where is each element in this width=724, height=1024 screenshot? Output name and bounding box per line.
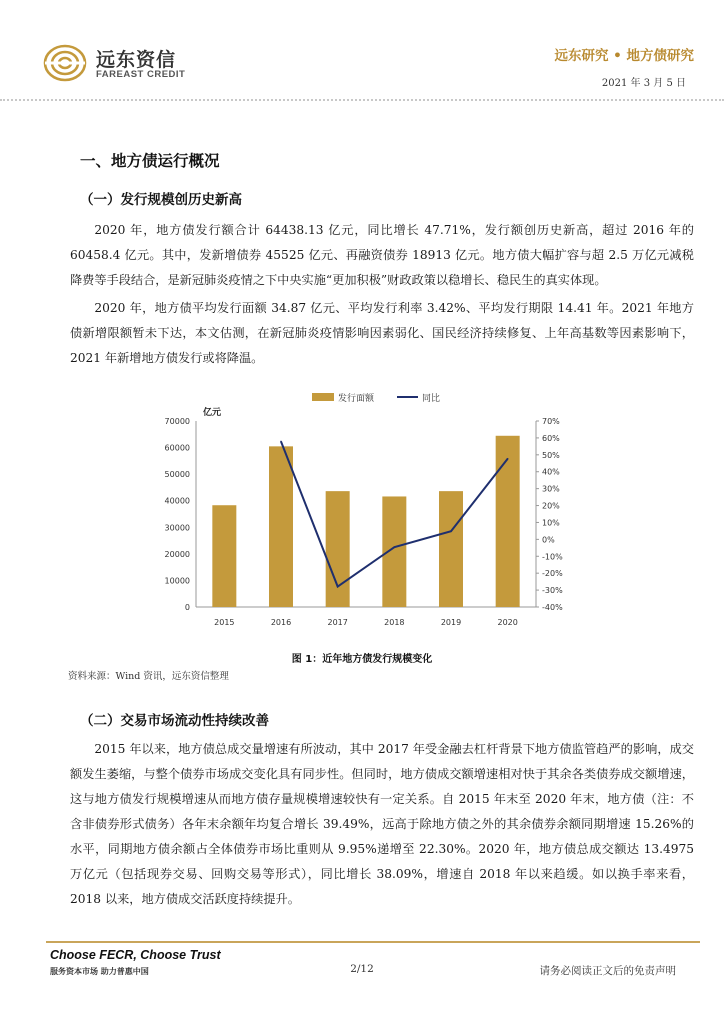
y-left-ticks [165,417,190,612]
y-right-tick-label: -40% [542,603,563,612]
subsection-title-2: （二）交易市场流动性持续改善 [80,713,269,729]
y-right-tick-label: 50% [542,450,560,460]
logo-chinese-name: 远东资信 [96,49,177,71]
y-left-tick-label: 20000 [164,549,190,559]
y-right-tick-label: -20% [542,569,563,579]
logo-english-name: FAREAST CREDIT [96,69,186,80]
y-right-tick-label: 60% [542,433,560,443]
y-left-tick-label: 60000 [164,443,190,453]
figure-caption: 图 1：近年地方债发行规模变化 [291,654,433,665]
y-axis-left-label: 亿元 [203,408,222,418]
bar-2020 [496,436,520,607]
y-right-tick-label: 40% [542,467,560,477]
x-category-label: 2015 [214,618,235,627]
legend-line-label: 同比 [422,394,441,404]
paragraph-2: 2020 年，地方债平均发行面额 34.87 亿元、平均发行利率 3.42%、平均发行期限 14.41 年。2021 年地方债新增限额暂未下达，本文估测，在新冠肺炎疫情影响因素弱化、国民经济持续修复、上年高基数等因素影响下，2021 年新增地方债发行或将降温。 [70,301,694,365]
x-category-label: 2019 [440,618,462,627]
bar-2019 [439,491,463,607]
bar-2017 [326,491,350,607]
header-divider [0,99,724,101]
yoy-point-2019 [450,530,452,532]
issuance-chart [150,383,590,635]
x-category-labels [214,618,518,627]
figure-source: 资料来源：Wind 资讯，远东资信整理 [68,671,229,682]
report-series: 远东研究 • 地方债研究 [554,48,694,64]
yoy-point-2017 [337,586,339,588]
y-right-tick-label: 30% [542,484,560,494]
y-right-tick-label: -10% [542,552,563,562]
legend-bar-swatch [312,393,334,401]
report-date: 2021 年 3 月 5 日 [601,78,686,89]
bar-2015 [212,505,236,607]
y-right-tick-label: 70% [542,417,560,426]
section-title: 一、地方债运行概况 [80,152,220,170]
fareast-logo-icon [42,42,88,84]
footer-slogan: Choose FECR, Choose Trust [50,948,221,962]
yoy-point-2018 [394,546,396,548]
bar-series [212,436,519,607]
footer-slogan-sub: 服务资本市场 助力普惠中国 [50,967,149,976]
paragraph-1: 2020 年，地方债发行额合计 64438.13 亿元，同比增长 47.71%，发行额创历史新高，超过 2016 年的 60458.4 亿元。其中，发新增债券 45525 亿元、再融资债券 18913 亿元。地方债大幅扩容与超 2.5 万亿元减税降费等手段结合，是新冠肺炎疫情之下中央实施“更加积极”财政政策以稳增长、稳民生的真实体现。 [70,223,694,287]
bar-2016 [269,446,293,607]
y-left-tick-label: 50000 [164,470,190,480]
x-category-label: 2018 [384,618,405,627]
x-category-label: 2020 [497,618,518,627]
y-right-tick-label: 20% [542,501,560,511]
yoy-point-2020 [507,458,509,460]
paragraph-3: 2015 年以来，地方债总成交量增速有所波动，其中 2017 年受金融去杠杆背景下地方债监管趋严的影响，成交额发生萎缩，与整个债券市场成交变化具有同步性。但同时，地方债成交额增速相对快于其余各类债券成交额增速，这与地方债发行规模增速从而地方债存量规模增速较快有一定关系。自 2015 年末至 2020 年末，地方债（注：不含非债券形式债务）各年末余额年均复合增长 39.49%，远高于除地方债之外的其余债券余额同期增速 15.26%的水平，同期地方债余额占全体债券市场比重则从 9.95%递增至 22.30%。2020 年，地方债总成交额达 13.4975 万亿元（包括现券交易、回购交易等形式），同比增长 38.09%，增速自 2018 年以来趋缓。如以换手率来看，2018 以来，地方债成交活跃度持续提升。 [70,742,694,906]
y-right-tick-label: 10% [542,518,560,528]
y-left-tick-label: 40000 [164,496,190,506]
page-number: 2/12 [350,963,374,975]
subsection-title-1: （一）发行规模创历史新高 [80,192,242,208]
legend-bar-label: 发行面额 [338,394,375,404]
disclaimer: 请务必阅读正文后的免责声明 [539,965,676,977]
footer-divider [46,941,700,943]
y-left-tick-label: 70000 [164,417,190,426]
y-right-tick-label: 0% [542,535,555,545]
y-left-tick-label: 30000 [164,523,190,533]
x-category-label: 2017 [327,618,348,627]
y-right-tick-label: -30% [542,586,563,596]
x-category-label: 2016 [270,618,292,627]
y-left-tick-label: 0 [184,603,190,612]
y-left-tick-label: 10000 [164,576,190,586]
chart-legend [312,392,440,404]
y-right-ticks [536,417,563,612]
yoy-point-2016 [280,441,282,443]
bar-2018 [382,496,406,607]
